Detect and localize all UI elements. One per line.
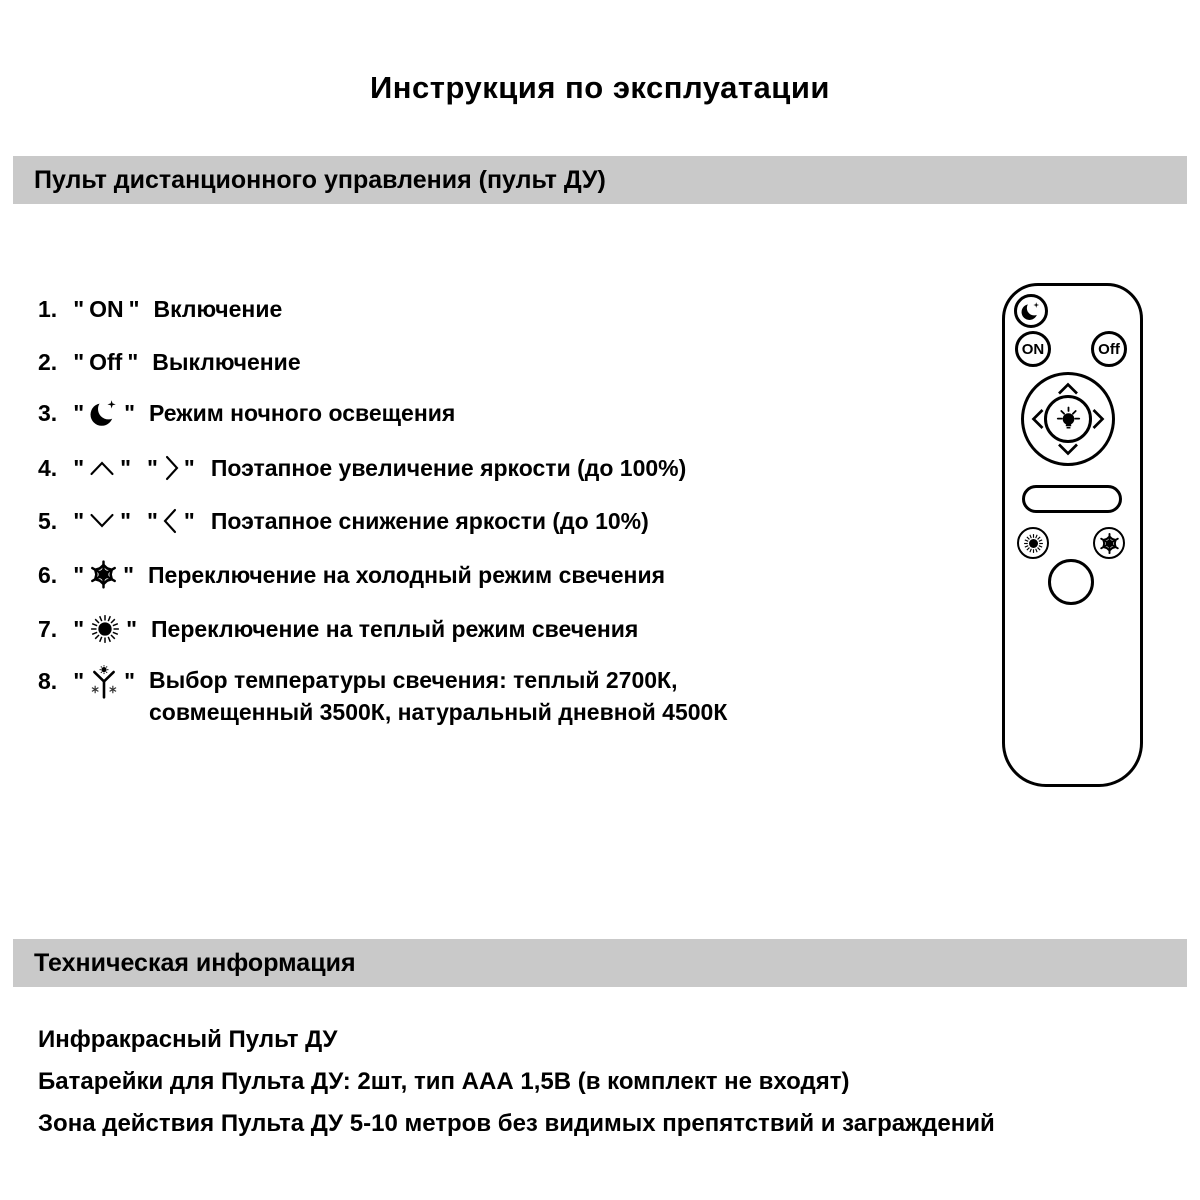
- tech-info-line: Инфракрасный Пульт ДУ: [38, 1026, 338, 1053]
- brightness-dpad: [1021, 372, 1115, 466]
- quote-mark: ": [73, 455, 85, 481]
- quote-mark: ": [128, 296, 140, 322]
- moon-star-icon: [88, 397, 120, 429]
- quote-mark: ": [126, 616, 137, 642]
- list-item-on: [38, 294, 282, 324]
- item-text: Поэтапное снижение яркости (до 10%): [210, 508, 649, 534]
- item-number: 4.: [38, 455, 58, 481]
- item-number: 1.: [38, 296, 58, 322]
- quote-mark: ": [183, 508, 195, 534]
- item-text-line1: Выбор температуры свечения: теплый 2700К,: [149, 667, 678, 693]
- blank-round-button: [1048, 559, 1094, 605]
- sun-icon: [88, 612, 122, 646]
- quote-mark: ": [73, 400, 85, 426]
- remote-illustration: [1002, 283, 1143, 787]
- quote-mark: ": [124, 668, 135, 694]
- item-text: Переключение на холодный режим свечения: [148, 561, 666, 588]
- quote-mark: ": [120, 508, 131, 534]
- moon-star-icon: [1020, 300, 1042, 322]
- tech-info-line: Батарейки для Пульта ДУ: 2шт, тип ААА 1,5В (в комплект не входят): [38, 1068, 850, 1095]
- item-number: 6.: [38, 561, 58, 588]
- section-header-tech-label: Техническая информация: [34, 948, 356, 977]
- night-mode-button: [1014, 294, 1048, 328]
- item-text: Переключение на теплый режим свечения: [151, 616, 639, 642]
- on-button-label: ON: [1021, 340, 1045, 358]
- item-text: [149, 664, 727, 728]
- quote-mark: ": [120, 455, 131, 481]
- chevron-up-icon: [88, 458, 116, 478]
- chevron-left-icon: [162, 506, 180, 536]
- list-item-brightness-up: [38, 453, 686, 483]
- snowflake-icon: [88, 559, 119, 590]
- quote-mark: ": [124, 400, 135, 426]
- off-button-label: Off: [89, 349, 123, 375]
- list-item-warm-mode: [38, 612, 638, 646]
- item-number: 7.: [38, 616, 58, 642]
- quote-mark: ": [73, 561, 85, 588]
- quote-mark: ": [147, 508, 158, 534]
- list-item-night-mode: [38, 397, 455, 429]
- page-title: Инструкция по эксплуатации: [370, 70, 830, 105]
- list-item-temp-select: [38, 664, 727, 728]
- quote-mark: ": [73, 616, 85, 642]
- sun-icon: [1022, 532, 1045, 555]
- quote-mark: ": [127, 349, 139, 375]
- cold-mode-button: [1093, 527, 1125, 559]
- quote-mark: ": [73, 296, 85, 322]
- section-header-tech: [13, 939, 1187, 987]
- tech-info-line: Зона действия Пульта ДУ 5-10 метров без видимых препятствий и заграждений: [38, 1110, 995, 1137]
- item-text: Режим ночного освещения: [149, 400, 456, 426]
- pill-button: [1022, 485, 1122, 513]
- warm-mode-button: [1017, 527, 1049, 559]
- quote-mark: ": [73, 349, 85, 375]
- item-text: Выключение: [152, 349, 301, 375]
- item-text: Включение: [153, 296, 283, 322]
- item-number: 5.: [38, 508, 58, 534]
- temp-select-icon: [88, 665, 120, 699]
- off-button: [1091, 331, 1127, 367]
- list-item-off: [38, 347, 301, 377]
- item-text-line2: совмещенный 3500К, натуральный дневной 4500К: [149, 699, 728, 725]
- section-header-remote: [13, 156, 1187, 204]
- quote-mark: ": [73, 668, 85, 694]
- quote-mark: ": [183, 455, 195, 481]
- chevron-down-icon: [88, 511, 116, 531]
- list-item-brightness-down: [38, 506, 649, 536]
- chevron-right-icon: [162, 453, 180, 483]
- quote-mark: ": [73, 508, 85, 534]
- bulb-icon: [1055, 406, 1082, 433]
- light-center-button: [1044, 395, 1092, 443]
- item-number: 2.: [38, 349, 58, 375]
- on-button-label: ON: [89, 296, 124, 322]
- list-item-cold-mode: [38, 559, 665, 590]
- off-button-label: Off: [1098, 340, 1120, 358]
- snowflake-icon: [1098, 532, 1121, 555]
- on-button: [1015, 331, 1051, 367]
- item-number: 8.: [38, 668, 58, 694]
- quote-mark: ": [147, 455, 158, 481]
- quote-mark: ": [123, 561, 134, 588]
- item-text: Поэтапное увеличение яркости (до 100%): [210, 455, 687, 481]
- section-header-remote-label: Пульт дистанционного управления (пульт ДУ): [34, 165, 606, 194]
- item-number: 3.: [38, 400, 58, 426]
